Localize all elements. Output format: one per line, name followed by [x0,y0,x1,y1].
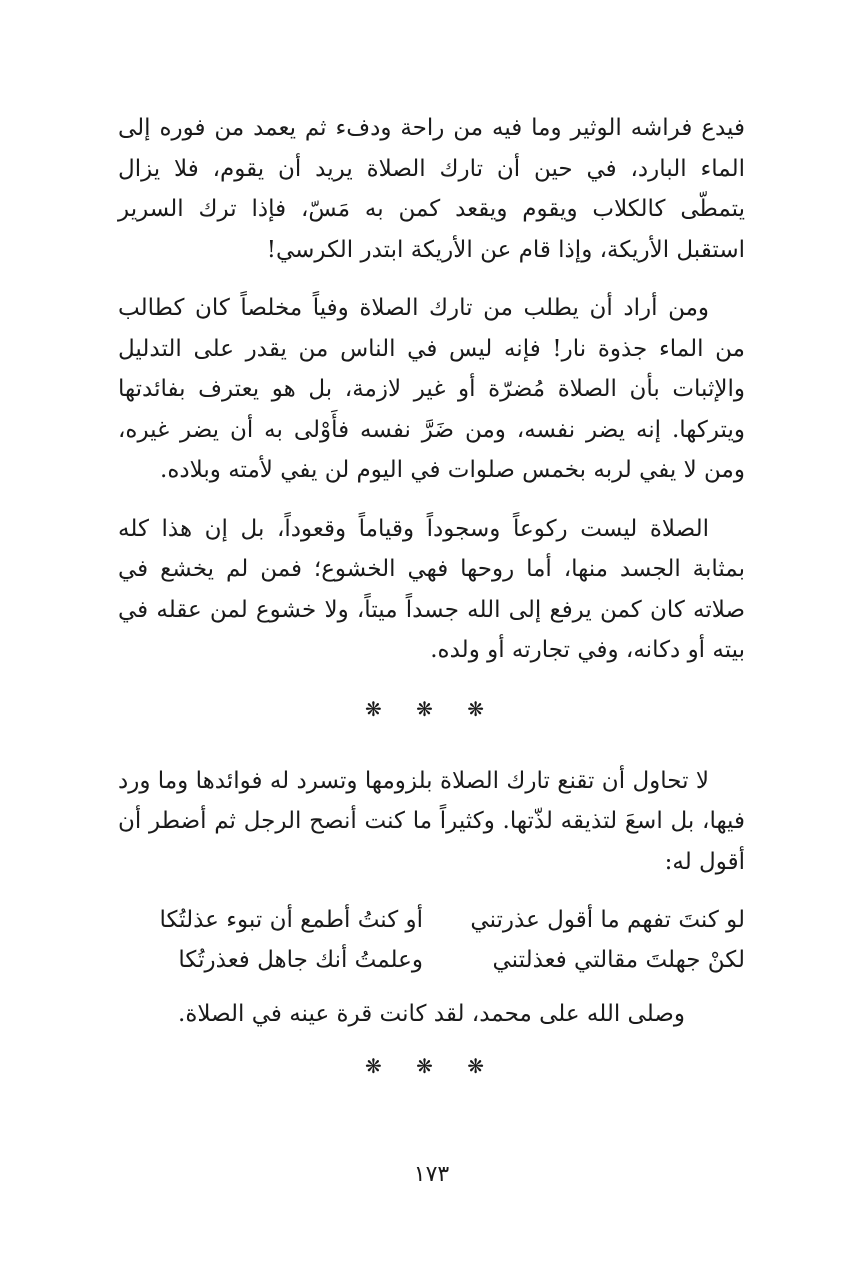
section-separator-bottom: ❋ ❋ ❋ [365,1054,498,1078]
verse-1-first-hemistich: لو كنتَ تفهم ما أقول عذرتني [470,907,745,933]
section-separator: ❋ ❋ ❋ [365,696,498,721]
paragraph-4: لا تحاول أن تقنع تارك الصلاة بلزومها وتسرد له فوائدها وما ورد فيها، بل اسعَ لتذيقه لذّتها. وكثيراً ما كنت أنصح الرجل ثم أضطر أن أقول له: [118,767,745,875]
page-body [118,108,745,1078]
verse-2-second-hemistich: وعلمتُ أنك جاهل فعذرتُكا [178,947,423,973]
verse-1-second-hemistich: أو كنتُ أطمع أن تبوء عذلتُكا [159,907,423,933]
poem-verse-2 [118,940,745,980]
paragraph-2: ومن أراد أن يطلب من تارك الصلاة وفياً مخلصاً كان كطالب من الماء جذوة نار! فإنه ليس في الناس من يقدر على التدليل والإثبات بأن الصلاة مُضرّة أو غير لازمة، بل هو يعترف بفائدتها ويتركها. إنه يضر نفسه، ومن ضَرَّ نفسه فأَوْلى به أن يضر غيره، ومن لا يفي لربه بخمس صلوات في اليوم لن يفي لأمته وبلاده. [118,295,745,483]
paragraph-3: الصلاة ليست ركوعاً وسجوداً وقياماً وقعوداً، بل إن هذا كله بمثابة الجسد منها، أما روحها فهي الخشوع؛ فمن لم يخشع في صلاته كان كمن يرفع إلى الله جسداً ميتاً، ولا خشوع لمن عقله في بيته أو دكانه، وفي تجارته أو ولده. [118,515,745,663]
page-number: ١٧٣ [413,1162,450,1187]
paragraph-1: فيدع فراشه الوثير وما فيه من راحة ودفء ثم يعمد من فوره إلى الماء البارد، في حين أن تارك الصلاة يريد أن يقوم، فلا يزال يتمطّى كالكلاب ويقوم ويقعد كمن به مَسّ، فإذا ترك السرير استقبل الأريكة، وإذا قام عن الأريكة ابتدر الكرسي! [118,115,745,263]
poem [118,900,745,980]
verse-2-first-hemistich: لكنْ جهلتَ مقالتي فعذلتني [492,947,745,973]
poem-verse-1 [118,900,745,940]
closing-line: وصلى الله على محمد، لقد كانت قرة عينه في الصلاة. [178,1001,685,1027]
